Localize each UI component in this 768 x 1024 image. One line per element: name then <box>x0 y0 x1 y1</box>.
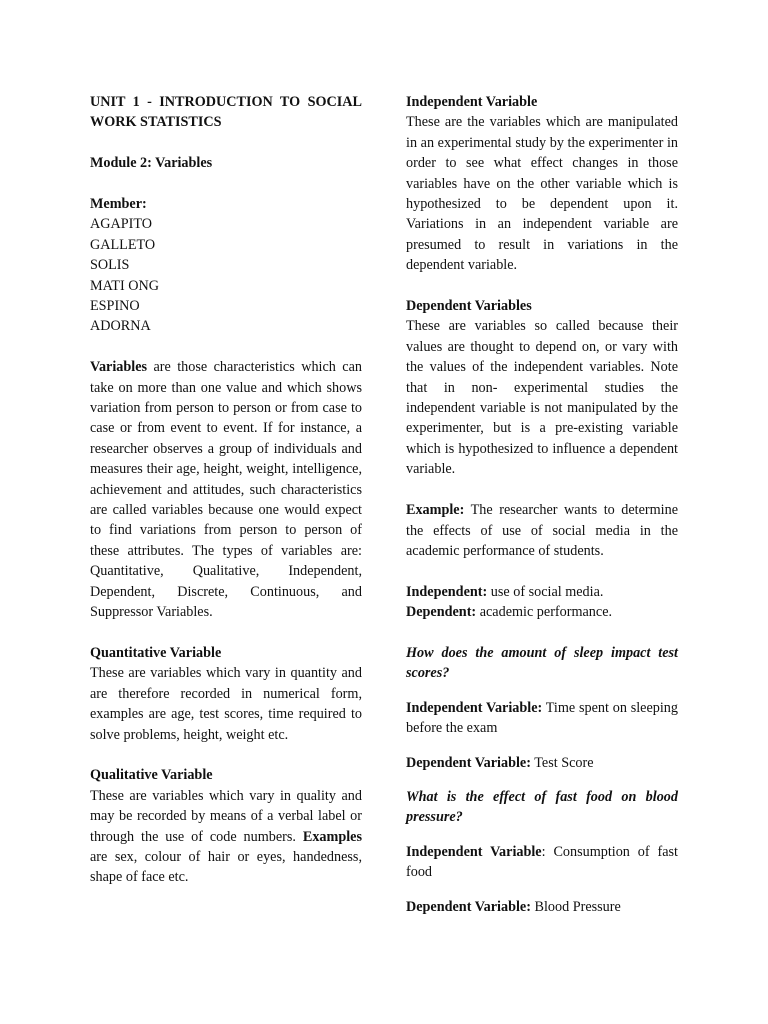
fast-food-independent <box>406 842 678 883</box>
variables-term: Variables <box>90 359 148 376</box>
fast-food-independent-text: : Consumption of fast food <box>406 843 678 881</box>
quantitative-text: These are variables which vary in quantity and are therefore recorded in numerical form, examples are age, test scores, time required to solve problems, height, weight etc. <box>90 665 362 743</box>
example-independent <box>406 582 678 602</box>
member-name: ESPINO <box>90 298 140 315</box>
dependent-heading: Dependent Variables <box>406 298 532 315</box>
member-name: ADORNA <box>90 318 151 335</box>
example-paragraph <box>406 500 678 561</box>
member-name: MATI ONG <box>90 277 159 294</box>
example-independent-text: use of social media. <box>487 583 604 600</box>
sleep-dependent <box>406 753 678 773</box>
fast-food-independent-label: Independent Variable <box>406 843 542 860</box>
quantitative-heading: Quantitative Variable <box>90 644 222 661</box>
fast-food-dependent <box>406 897 678 917</box>
variables-text: are those characteristics which can take on more than one value and which shows variation from person to person or from case to case or from event to event. If for instance, a researcher observes a group of individuals and measures their age, height, weight, intelligence, achievement and attitudes, such characteristics are called variables because one would expect to find variations from person to person of these attributes. The types of variables are: Quantitative, Qualitative, Independent, Dependent, Discrete, Continuous, and Suppressor Variables. <box>90 359 362 621</box>
example-text: The researcher wants to determine the effects of use of social media in the academic performance of students. <box>406 502 678 559</box>
module-heading: Module 2: Variables <box>90 155 213 172</box>
member-name: SOLIS <box>90 257 130 274</box>
left-column <box>90 92 362 888</box>
independent-text: These are the variables which are manipulated in an experimental study by the experimenter in order to see what effect changes in those variables have on the other variable which is hypothesized to be dependent upon it. Variations in an independent variable are presumed to result in variations in the dependent variable. <box>406 114 678 274</box>
question-fast-food: What is the effect of fast food on blood pressure? <box>406 788 678 826</box>
example-label: Example: <box>406 502 465 519</box>
qualitative-examples-label: Examples <box>302 828 362 845</box>
sleep-independent-text: Time spent on sleeping before the exam <box>406 699 678 737</box>
member-name: GALLETO <box>90 236 156 253</box>
qualitative-heading: Qualitative Variable <box>90 767 213 784</box>
qualitative-examples-text: are sex, colour of hair or eyes, handedness, shape of face etc. <box>90 848 362 886</box>
qualitative-text: These are variables which vary in quality and may be recorded by means of a verbal label or through the use of code numbers. <box>90 787 362 845</box>
document-title: UNIT 1 - INTRODUCTION TO SOCIAL WORK STATISTICS <box>90 94 362 131</box>
variables-paragraph <box>90 357 362 622</box>
right-column <box>406 92 678 917</box>
example-dependent <box>406 602 678 622</box>
member-name: AGAPITO <box>90 216 153 233</box>
sleep-dependent-label: Dependent Variable: <box>406 754 531 771</box>
example-dependent-text: academic performance. <box>476 604 613 621</box>
dependent-text: These are variables so called because their values are thought to depend on, or vary with the values of the independent variables. Note that in non- experimental studies the independent variable is not manipulated by the experimenter, but is a pre-existing variable which is hypothesized to influence a dependent variable. <box>406 318 678 478</box>
member-label: Member: <box>90 196 147 212</box>
example-independent-label: Independent: <box>406 583 488 600</box>
sleep-independent <box>406 698 678 739</box>
example-dependent-label: Dependent: <box>406 604 477 621</box>
fast-food-dependent-label: Dependent Variable: <box>406 898 531 915</box>
qualitative-paragraph <box>90 786 362 888</box>
independent-heading: Independent Variable <box>406 94 538 110</box>
sleep-independent-label: Independent Variable: <box>406 699 543 716</box>
fast-food-dependent-text: Blood Pressure <box>530 898 621 915</box>
sleep-dependent-text: Test Score <box>530 754 594 771</box>
question-sleep: How does the amount of sleep impact test scores? <box>406 644 678 682</box>
